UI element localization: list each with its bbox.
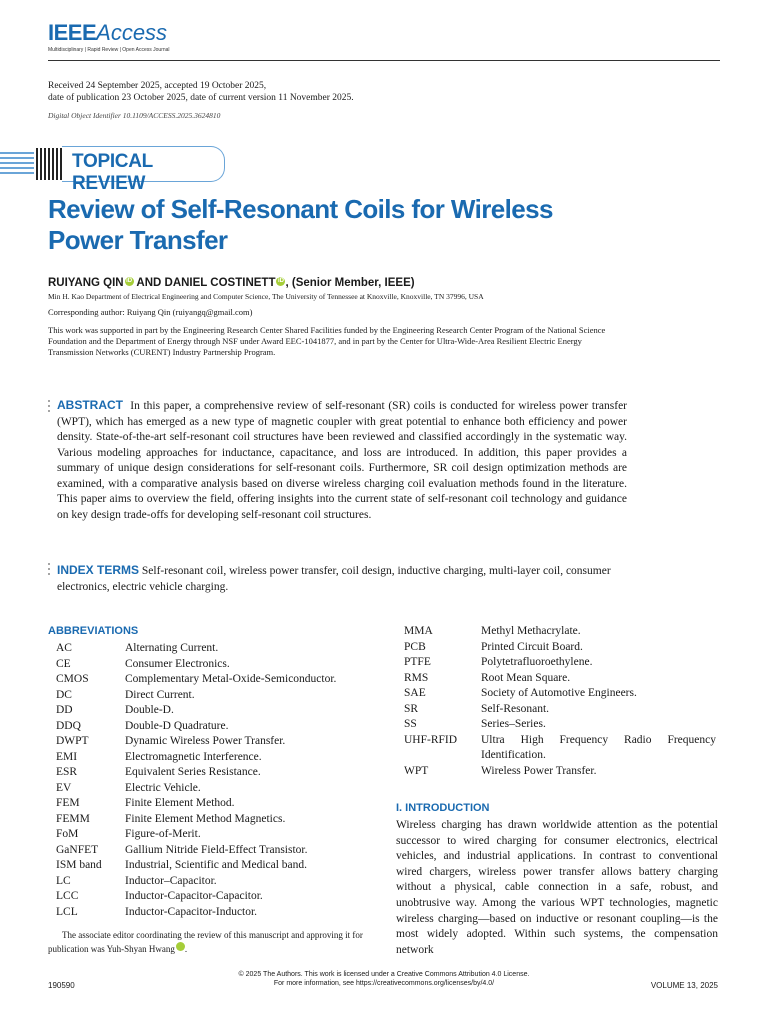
abbreviation-term: DC xyxy=(56,688,72,701)
orcid-icon[interactable]: iD xyxy=(277,278,284,284)
header-divider xyxy=(48,60,720,61)
abstract-marker-icon xyxy=(48,400,51,415)
abbreviation-term: WPT xyxy=(404,764,429,777)
abbreviation-row xyxy=(56,657,376,673)
abbreviation-term: RMS xyxy=(404,671,429,684)
index-terms-text: Self-resonant coil, wireless power transfer, coil design, inductive charging, multi-layer coil, consumer electronics, electric vehicle charging. xyxy=(57,565,611,593)
abbreviation-term: GaNFET xyxy=(56,843,99,856)
abbreviation-row xyxy=(404,655,716,671)
abbreviation-row xyxy=(56,719,376,735)
abbreviation-definition: Series–Series. xyxy=(481,718,546,730)
abbreviation-term: EMI xyxy=(56,750,78,763)
abbreviation-definition: Inductor-Capacitor-Capacitor. xyxy=(125,890,263,902)
abbreviation-definition: Root Mean Square. xyxy=(481,671,571,684)
abbreviation-row xyxy=(56,781,376,797)
journal-logo xyxy=(48,20,170,53)
abbreviation-definition: Complementary Metal-Oxide-Semiconductor. xyxy=(125,673,337,685)
abbreviation-definition: Gallium Nitride Field-Effect Transistor. xyxy=(125,843,308,856)
abbreviation-definition: Inductor–Capacitor. xyxy=(125,874,217,887)
abbreviation-term: UHF-RFID xyxy=(404,733,458,746)
index-terms-label: INDEX TERMS xyxy=(57,563,140,577)
abbreviation-term: DWPT xyxy=(56,735,89,747)
abbreviation-row xyxy=(56,889,376,905)
abbreviations-list-right xyxy=(404,624,716,779)
abbreviation-term: DD xyxy=(56,704,73,716)
orcid-icon[interactable]: iD xyxy=(176,942,185,951)
introduction-text: Wireless charging has drawn worldwide attention as the potential successor to wired charging for consumer electronics, electrical vehicles, and industrial applications. In contrast to conventional wired chargers, wireless power transfer allows battery charging without a physical, cable connection in a safe, robust, and unobtrusive way. Among the various WPT technologies, magnetic wireless charging—based on inductive or resonant coupling—is the most widely adopted. Within such systems, the compensation network xyxy=(396,819,718,956)
journal-tagline: Multidisciplinary | Rapid Review | Open Access Journal xyxy=(48,47,170,53)
abbreviation-row xyxy=(404,671,716,687)
abbreviation-row xyxy=(56,750,376,766)
abbreviation-term: SS xyxy=(404,718,417,730)
dates-line-1: Received 24 September 2025, accepted 19 October 2025, xyxy=(48,81,267,91)
section-banner xyxy=(0,146,228,194)
abbreviation-row xyxy=(56,796,376,812)
abbreviation-row xyxy=(56,874,376,890)
abbreviation-definition: Methyl Methacrylate. xyxy=(481,625,581,637)
dates-line-2: date of publication 23 October 2025, date of current version 11 November 2025. xyxy=(48,93,354,103)
affiliation: Min H. Kao Department of Electrical Engineering and Computer Science, The University of Tennessee at Knoxville, Knoxville, TN 37996, USA xyxy=(48,292,484,301)
abbreviation-definition: Equivalent Series Resistance. xyxy=(125,766,261,778)
abbreviation-definition: Polytetrafluoroethylene. xyxy=(481,656,593,668)
abbreviation-row xyxy=(404,717,716,733)
footnote-end: . xyxy=(184,944,188,954)
journal-name-ieee: IEEE xyxy=(48,20,97,45)
abbreviation-definition: Alternating Current. xyxy=(125,642,219,654)
paper-title: Review of Self-Resonant Coils for Wireless Power Transfer xyxy=(48,194,553,255)
abbreviation-definition: Electromagnetic Interference. xyxy=(125,750,262,763)
page-number: 190590 xyxy=(48,981,75,990)
publication-dates xyxy=(48,80,354,104)
abbreviation-term: ISM band xyxy=(56,859,102,871)
abbreviation-row xyxy=(56,905,376,921)
abstract-label: ABSTRACT xyxy=(57,398,123,412)
footnote-text: The associate editor coordinating the review of this manuscript and approving it for publication was Yuh-Shyan Hwang xyxy=(48,930,363,954)
abbreviation-definition: Figure-of-Merit. xyxy=(125,828,201,840)
license-line-2[interactable]: For more information, see https://creativecommons.org/licenses/by/4.0/ xyxy=(273,980,495,987)
abbreviation-term: PTFE xyxy=(404,656,431,668)
journal-name-access: Access xyxy=(96,20,168,45)
abbreviation-row xyxy=(404,733,716,764)
author-connector: AND DANIEL COSTINETT xyxy=(136,277,276,289)
index-terms-marker-icon xyxy=(48,563,51,578)
abbreviation-term: AC xyxy=(56,642,72,654)
abbreviation-row xyxy=(56,703,376,719)
doi: Digital Object Identifier 10.1109/ACCESS.2025.3624810 xyxy=(48,111,221,120)
abbreviation-definition: Double-D Quadrature. xyxy=(125,719,229,732)
abbreviation-definition: Wireless Power Transfer. xyxy=(481,764,597,777)
license-line-1: © 2025 The Authors. This work is licensed under a Creative Commons Attribution 4.0 License. xyxy=(238,971,530,978)
footnote xyxy=(48,928,370,956)
abbreviation-term: FEM xyxy=(56,797,80,809)
abbreviation-definition: Consumer Electronics. xyxy=(125,657,230,670)
abstract-text: In this paper, a comprehensive review of self-resonant (SR) coils is conducted for wireless power transfer (WPT), which has emerged as a new type of magnetic coupler with great potential to enhance both efficiency and power density. State-of-the-art self-resonant coil structures have been reviewed and classified accordingly in the systematic way. Various modeling approaches for inductance, capacitance, and loss are introduced. In addition, this paper provides a summary of unique design considerations for self-resonant coils. Furthermore, SR coil design optimization methods are examined, with a comparative analysis based on diverse wireless charging coil evaluation methods found in the literature. This paper aims to overview the field, offering insights into the current state of self-resonant coil technology and guidance on key design trade-offs for developing self-resonant coil structures. xyxy=(57,400,628,521)
abbreviation-row xyxy=(56,734,376,750)
abbreviation-term: MMA xyxy=(404,625,433,637)
funding-statement: This work was supported in part by the Engineering Research Center Shared Facilities funded by the Engineering Research Center Program of the National Science Foundation and the Department of Energy through NSF under Award EEC-1041877, and in part by the Center for Ultra-Wide-Area Resilient Electric Energy Transmission Networks (CURENT) Industry Partnership Program. xyxy=(48,325,606,357)
abbreviation-term: FEMM xyxy=(56,812,90,825)
abbreviation-row xyxy=(56,641,376,657)
abbreviations-heading: ABBREVIATIONS xyxy=(48,625,139,637)
index-terms xyxy=(57,563,627,595)
abbreviation-term: ESR xyxy=(56,766,78,778)
abbreviation-definition: Self-Resonant. xyxy=(481,702,550,715)
abbreviation-row xyxy=(56,858,376,874)
license-notice xyxy=(150,970,618,988)
abbreviation-row xyxy=(56,765,376,781)
abbreviation-term: DDQ xyxy=(56,719,81,732)
corresponding-author: Corresponding author: Ruiyang Qin (ruiyangq@gmail.com) xyxy=(48,307,253,317)
abbreviation-row xyxy=(404,702,716,718)
abbreviation-row xyxy=(404,624,716,640)
introduction-heading: I. INTRODUCTION xyxy=(396,802,490,814)
abbreviation-term: CE xyxy=(56,657,71,670)
abbreviation-definition: Finite Element Method Magnetics. xyxy=(125,812,286,825)
abbreviation-definition: Direct Current. xyxy=(125,688,195,701)
abbreviation-term: LC xyxy=(56,874,71,887)
abbreviation-term: FoM xyxy=(56,828,79,840)
abbreviation-term: LCC xyxy=(56,890,79,902)
abbreviation-definition: Double-D. xyxy=(125,704,174,716)
author-list xyxy=(48,277,415,289)
abbreviation-term: LCL xyxy=(56,905,78,918)
banner-stripes-icon xyxy=(0,148,64,180)
abbreviation-row xyxy=(404,764,716,780)
abbreviation-definition: Inductor-Capacitor-Inductor. xyxy=(125,905,258,918)
abbreviation-row xyxy=(56,827,376,843)
abbreviation-term: EV xyxy=(56,781,72,794)
abbreviation-definition: Society of Automotive Engineers. xyxy=(481,687,637,699)
abbreviation-definition: Ultra High Frequency Radio Frequency Identification. xyxy=(481,733,716,761)
abstract xyxy=(57,398,627,523)
orcid-icon[interactable]: iD xyxy=(126,278,133,284)
abbreviations-list-left xyxy=(56,641,376,920)
abbreviation-term: CMOS xyxy=(56,673,89,685)
abbreviation-definition: Electric Vehicle. xyxy=(125,781,201,794)
abbreviation-definition: Industrial, Scientific and Medical band. xyxy=(125,859,308,871)
abbreviation-row xyxy=(56,688,376,704)
abbreviation-row xyxy=(404,686,716,702)
volume-info: VOLUME 13, 2025 xyxy=(650,981,718,990)
abbreviation-row xyxy=(56,843,376,859)
abbreviation-term: SAE xyxy=(404,687,426,699)
abbreviation-definition: Finite Element Method. xyxy=(125,797,235,809)
abbreviation-row xyxy=(404,640,716,656)
abbreviation-definition: Dynamic Wireless Power Transfer. xyxy=(125,735,286,747)
abbreviation-term: SR xyxy=(404,702,419,715)
banner-label: TOPICAL REVIEW xyxy=(72,151,153,194)
author-1: RUIYANG QIN xyxy=(48,277,124,289)
abbreviation-definition: Printed Circuit Board. xyxy=(481,640,583,653)
author-suffix: , (Senior Member, IEEE) xyxy=(285,277,415,289)
abbreviation-term: PCB xyxy=(404,640,426,653)
abbreviation-row xyxy=(56,812,376,828)
abbreviation-row xyxy=(56,672,376,688)
